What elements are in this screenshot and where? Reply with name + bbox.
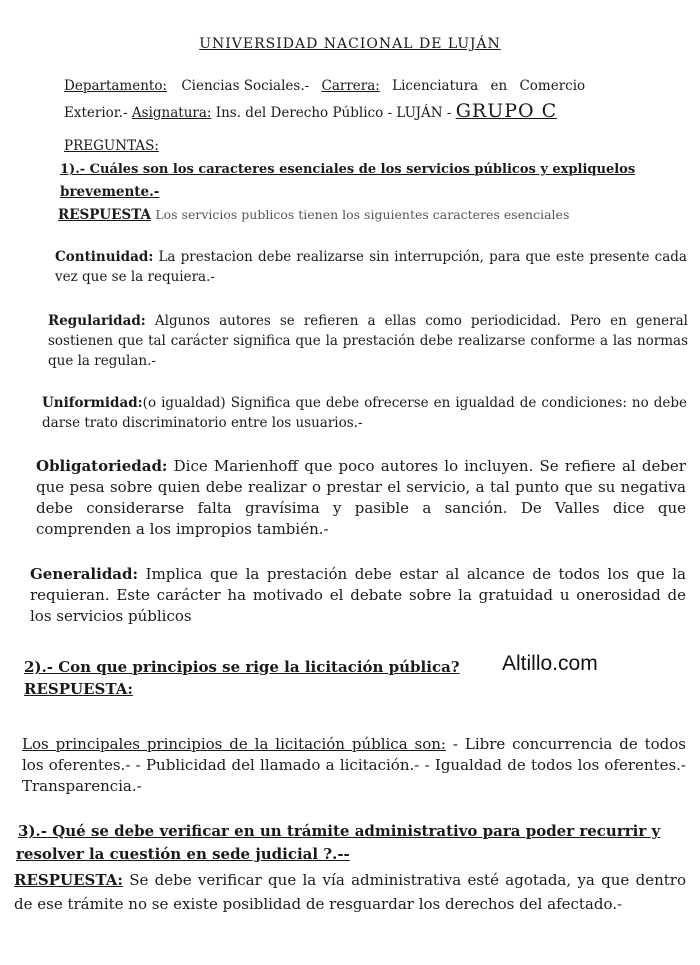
q1-respuesta-label: RESPUESTA [58, 207, 152, 223]
item-text: Implica que la prestación debe estar al alcance de todos los que la requieran. Este carácter ha motivado el debate sobre la gratuidad u onerosidad de los servicios públicos [30, 565, 686, 625]
q2-answer [22, 734, 686, 797]
preguntas-heading: PREGUNTAS: [64, 138, 159, 154]
question-1-line-1: 1).- Cuáles son los caracteres esenciales de los servicios públicos y expliquelos [60, 162, 636, 177]
university-title: UNIVERSIDAD NACIONAL DE LUJÁN [199, 36, 501, 52]
q3-respuesta-label: RESPUESTA: [14, 871, 123, 889]
q1-respuesta [58, 207, 569, 223]
subject-label: Asignatura: [131, 105, 212, 121]
item-obligatoriedad [36, 456, 686, 540]
group-label: GRUPO C [455, 100, 558, 122]
q2-answer-rest: - Libre concurrencia de todos los oferentes.- - Publicidad del llamado a licitación.- - Igualdad de todos los oferentes.- Transparencia.- [22, 735, 686, 795]
item-text: Algunos autores se refieren a ellas como periodicidad. Pero en general sostienen que tal carácter significa que la prestación debe realizarse conforme a las normas que la regulan.- [48, 313, 688, 369]
item-regularidad [48, 311, 688, 371]
item-term: Regularidad: [48, 313, 146, 329]
item-text: La prestacion debe realizarse sin interrupción, para que este presente cada vez que se la requiera.- [55, 249, 687, 285]
altillo-watermark: Altillo.com [502, 652, 598, 675]
q3-answer [14, 868, 686, 916]
q2-answer-underlined: Los principales principios de la licitación pública son: [22, 735, 446, 753]
item-term: Generalidad: [30, 565, 139, 583]
question-3-line-2: resolver la cuestión en sede judicial ?.-- [16, 845, 350, 863]
item-text: (o igualdad) Significa que debe ofrecerse en igualdad de condiciones: no debe darse trato discriminatorio entre los usuarios.- [42, 395, 687, 431]
item-term: Uniformidad: [42, 395, 143, 411]
question-3-line-1: 3).- Qué se debe verificar en un trámite administrativo para poder recurrir y [18, 822, 661, 840]
career-value-cont: Exterior.- [64, 105, 128, 121]
career-label: Carrera: [321, 78, 380, 94]
item-uniformidad [42, 393, 687, 433]
department-label: Departamento: [64, 78, 168, 94]
department-value: Ciencias Sociales.- [181, 78, 310, 94]
item-continuidad [55, 247, 687, 287]
question-1-line-2: brevemente.- [60, 184, 160, 200]
header-line-1 [64, 78, 585, 94]
q3-answer-text: Se debe verificar que la vía administrativa esté agotada, ya que dentro de ese trámite no se existe posiblidad de resguardar los derechos del afectado.- [14, 871, 686, 913]
item-generalidad [30, 564, 686, 627]
q1-respuesta-text: Los servicios publicos tienen los siguientes caracteres esenciales [155, 207, 570, 222]
item-term: Obligatoriedad: [36, 457, 168, 475]
career-value: Licenciatura en Comercio [392, 78, 586, 94]
item-term: Continuidad: [55, 249, 154, 265]
subject-value: Ins. del Derecho Público - LUJÁN - [215, 105, 452, 121]
question-2: 2).- Con que principios se rige la licitación pública? [24, 658, 460, 676]
item-text: Dice Marienhoff que poco autores lo incluyen. Se refiere al deber que pesa sobre quien debe realizar o prestar el servicio, a tal punto que su negativa debe considerarse falta gravísima y pasible a sanción. De Valles dice que comprenden a los impropios también.- [36, 457, 686, 538]
q2-respuesta-label: RESPUESTA: [24, 680, 133, 698]
header-line-2 [64, 100, 557, 122]
